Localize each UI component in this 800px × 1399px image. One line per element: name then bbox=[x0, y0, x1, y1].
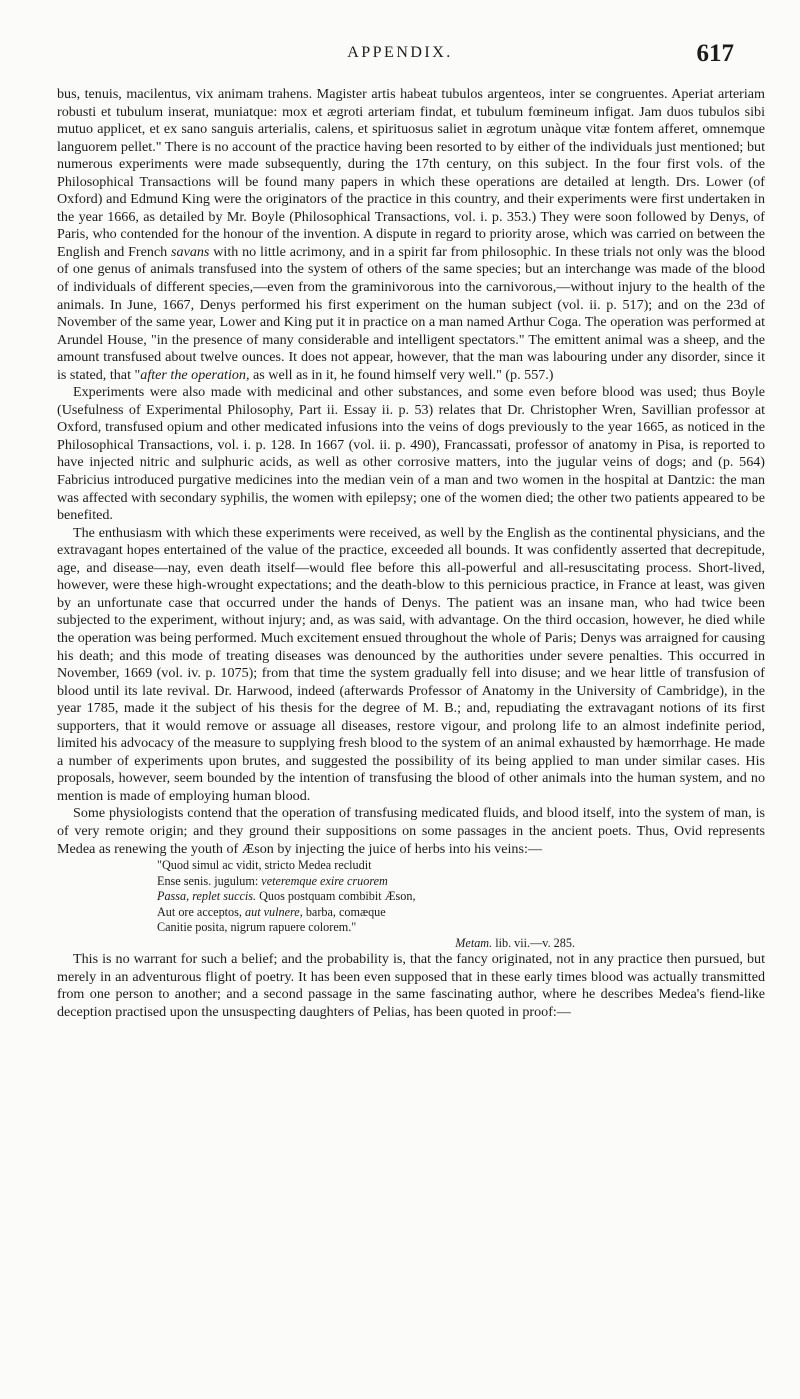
paragraph-1-text-end: as well as in it, he found himself very well." (p. 557.) bbox=[253, 366, 554, 383]
citation-work: Metam. bbox=[455, 935, 493, 950]
paragraph-1 bbox=[57, 86, 765, 384]
paragraph-1-text: bus, tenuis, macilentus, vix animam trahens. Magister artis habeat tubulos argenteos, inter se congruentes. Aperiat arteriam robusti et tubulum inserat, muniatque: mox et ægroti arteriam findat, et tubulum fœmineum infigat. Jam duos tubulos sibi mutuo applicet, et ex sano sanguis arterialis, calens, et spirituosus saliet in ægrotum unàque vitæ fontem afferet, omnemque languorem pellet." There is no account of the practice having been resorted to by either of the individuals just mentioned; but numerous experiments were made subsequently, during the 17th century, on this subject. In the four first vols. of the Philosophical Transactions will be found many papers in which these operations are detailed at length. Drs. Lower (of Oxford) and Edmund King were the originators of the practice in this country, and their experiments were first undertaken in the year 1666, as detailed by Mr. Boyle (Philosophical Transactions, vol. i. p. 353.) They were soon followed by Denys, of Paris, who contended for the honour of the invention. A dispute in regard to priority arose, which was carried on between the English and French bbox=[57, 86, 765, 260]
quote-line-2b: veteremque exire cruorem bbox=[261, 873, 388, 888]
paragraph-2: Experiments were also made with medicinal and other substances, and some even before blood was used; thus Boyle (Usefulness of Experimental Philosophy, Part ii. Essay ii. p. 53) relates that Dr. Christopher Wren, Savillian professor at Oxford, transfused opium and other medicated infusions into the veins of dogs previously to the year 1665, as noticed in the Philosophical Transactions, vol. i. p. 128. In 1667 (vol. ii. p. 490), Francassati, professor of anatomy in Pisa, is reported to have injected nitric and sulphuric acids, as well as other corrosive matters, into the jugular veins of dogs; and (p. 564) Fabricius introduced purgative medicines into the median vein of a man and two women in the hospital at Dantzic: the man was affected with secondary syphilis, the women with epilepsy; one of the women died; the other two patients appeared to be benefited. bbox=[57, 384, 765, 524]
citation-ref: lib. vii.—v. 285. bbox=[495, 935, 575, 950]
quote-line-5: Canitie posita, nigrum rapuere colorem." bbox=[157, 920, 357, 935]
quote-line-3a: Passa, replet succis. bbox=[157, 889, 257, 904]
quote-line-4c: barba, comæque bbox=[305, 904, 386, 919]
italic-after-operation: after the operation, bbox=[140, 366, 250, 383]
ovid-quotation bbox=[157, 858, 765, 951]
page-number: 617 bbox=[696, 40, 734, 67]
quote-line-2a: Ense senis. jugulum: bbox=[157, 873, 259, 888]
quote-line-3b: Quos postquam combibit Æson, bbox=[259, 889, 416, 904]
quote-line-1: "Quod simul ac vidit, stricto Medea recludit bbox=[157, 858, 372, 873]
quote-line-3 bbox=[157, 889, 765, 905]
paragraph-4: Some physiologists contend that the operation of transfusing medicated fluids, and blood itself, into the system of man, is of very remote origin; and they ground their suppositions on some passages in the ancient poets. Thus, Ovid represents Medea as renewing the youth of Æson by injecting the juice of herbs into his veins:— bbox=[57, 805, 765, 857]
running-title: APPENDIX. bbox=[347, 44, 453, 61]
paragraph-3: The enthusiasm with which these experiments were received, as well by the English as the continental physicians, and the extravagant hopes entertained of the value of the practice, exceeded all bounds. It was confidently asserted that decrepitude, age, and disease—nay, even death itself—would flee before this all-powerful and all-resuscitating process. Short-lived, however, were these high-wrought expectations; and the death-blow to this pernicious practice, in France at least, was given by an unfortunate case that occurred under the hands of Denys. The patient was an insane man, who had twice been subjected to the experiment, without injury; and, as was said, with advantage. On the third occasion, however, he died while the operation was being performed. Much excitement ensued throughout the whole of Paris; Denys was arraigned for causing his death; and this mode of treating diseases was denounced by the authorities under severe penalties. This occurred in November, 1669 (vol. iv. p. 1075); from that time the system gradually fell into disuse; and we hear little of transfusion of blood until its late revival. Dr. Harwood, indeed (afterwards Professor of Anatomy in the University of Cambridge), in the year 1785, made it the subject of his thesis for the degree of M. B.; and, repudiating the extravagant notions of its first supporters, that it would remove or assuage all diseases, restore vigour, and prolong life to an almost indefinite period, limited his advocacy of the measure to supplying fresh blood to the system of an animal exhausted by hæmorrhage. He made a number of experiments upon brutes, and suggested the possibility of its being applied to man under similar cases. His proposals, however, seem bounded by the intention of transfusing the blood of other animals into the human system, and no mention is made of employing human blood. bbox=[57, 524, 765, 804]
quote-line-2 bbox=[157, 874, 765, 890]
body-text bbox=[57, 86, 765, 1021]
running-head bbox=[0, 40, 800, 70]
paragraph-5: This is no warrant for such a belief; and the probability is, that the fancy originated, not in any practice then pursued, but merely in an adventurous flight of poetry. It has been even supposed that in these early times blood was actually transmitted from one person to another; and a second passage in the same fascinating author, where he describes Medea's fiend-like deception practised upon the unsuspecting daughters of Pelias, has been quoted in proof:— bbox=[57, 951, 765, 1020]
paragraph-1-text-cont: with no little acrimony, and in a spirit far from philosophic. In these trials not only was the blood of one genus of animals transfused into the system of others of the same species; but an interchange was made of the blood of individuals of different species,—even from the graminivorous into the carnivorous,—without injury to the health of the animals. In June, 1667, Denys performed his first experiment on the human subject (vol. ii. p. 517); and on the 23d of November of the same year, Lower and King put it in practice on a man named Arthur Coga. The operation was performed at Arundel House, "in the presence of many considerable and intelligent spectators." The emittent animal was a sheep, and the amount transfused about twelve ounces. It does not appear, however, that the man was labouring under any disorder, since it is stated, that " bbox=[57, 243, 765, 383]
italic-savans: savans bbox=[171, 243, 210, 260]
quote-line-4a: Aut ore acceptos, bbox=[157, 904, 242, 919]
quote-citation bbox=[157, 936, 765, 952]
quote-line-4b: aut vulnere, bbox=[245, 904, 303, 919]
quote-line-4 bbox=[157, 905, 765, 921]
